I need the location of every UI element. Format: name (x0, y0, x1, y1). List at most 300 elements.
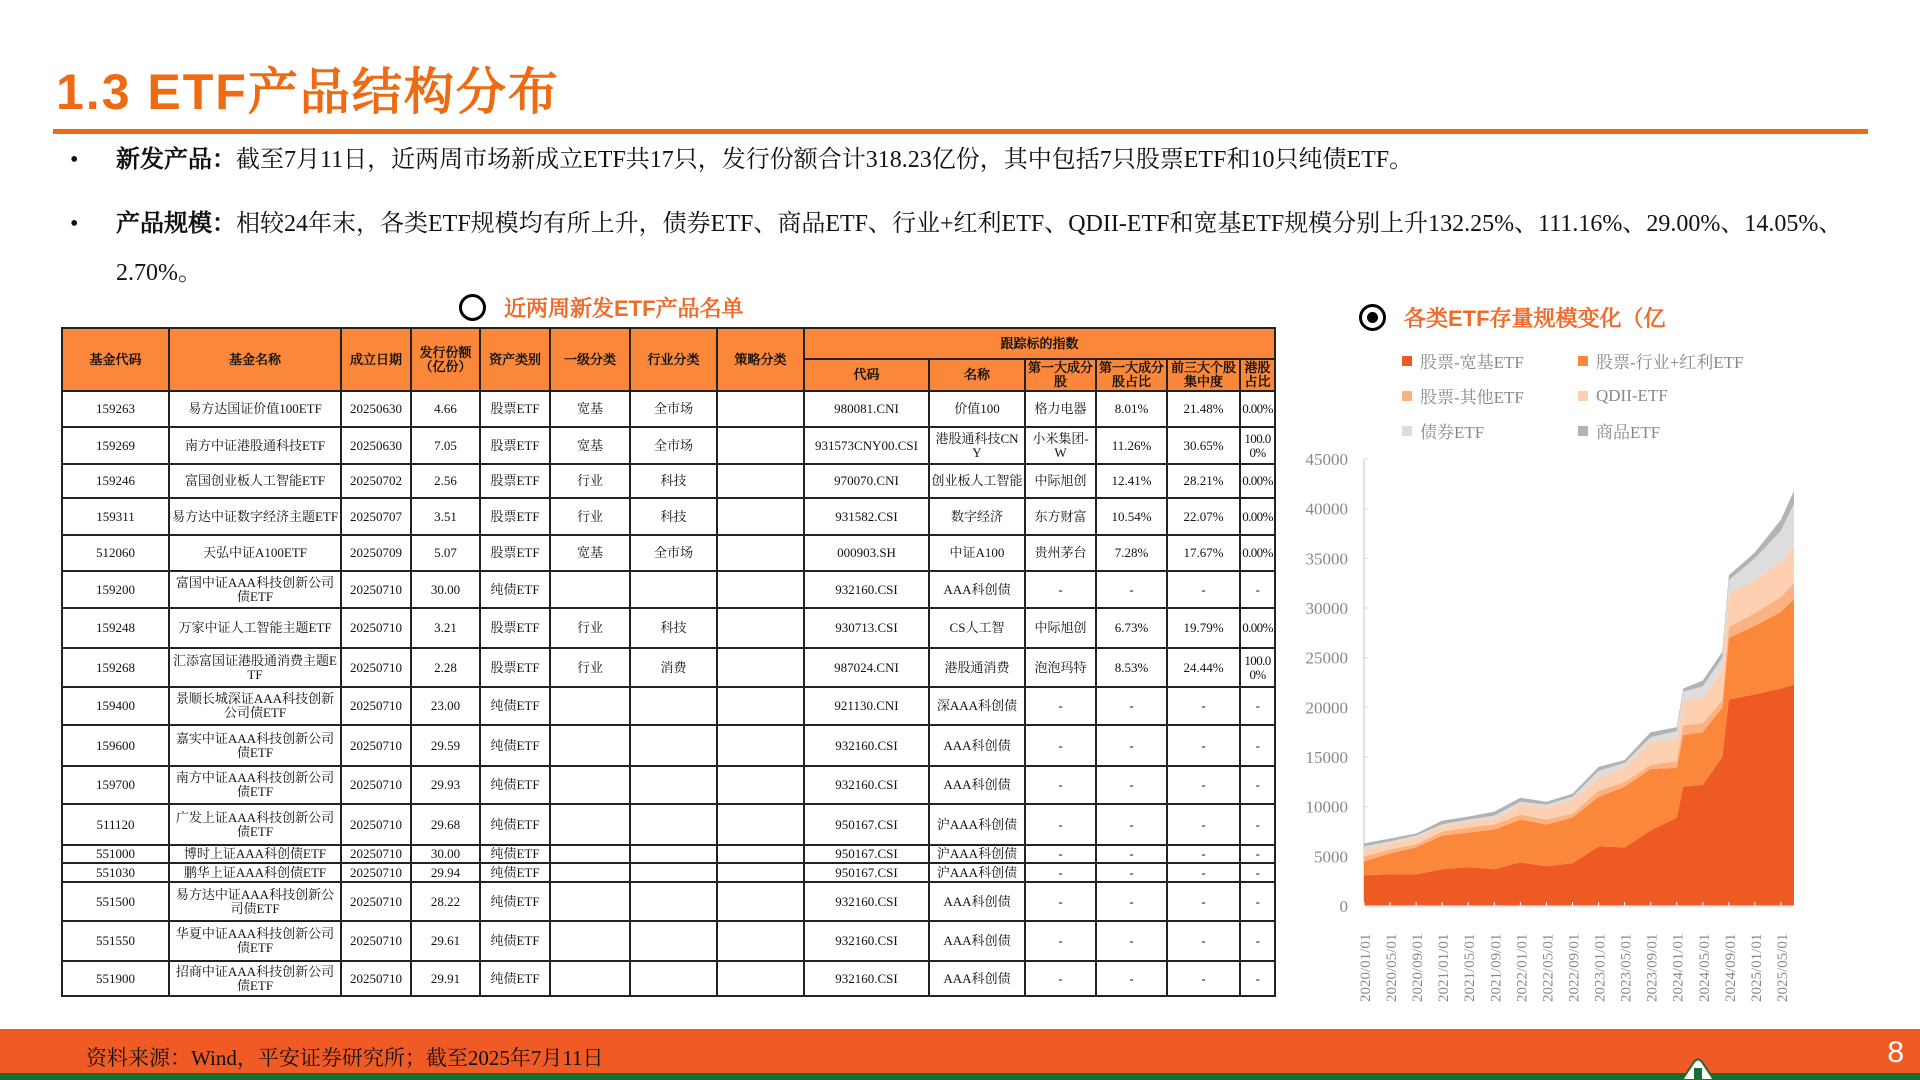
cell-top3: 21.48% (1167, 391, 1240, 427)
header-date: 成立日期 (341, 328, 411, 391)
y-tick-label: 0 (1339, 897, 1348, 916)
cell-shares: 29.91 (411, 961, 480, 996)
cell-shares: 29.59 (411, 725, 480, 766)
cell-level1: 宽基 (550, 535, 630, 571)
x-tick-label: 2024/01/01 (1670, 933, 1687, 1002)
cell-asset: 纯债ETF (480, 921, 550, 961)
table-row (62, 921, 1275, 961)
y-tick-label: 25000 (1305, 648, 1348, 668)
legend-swatch-icon (1578, 356, 1588, 366)
cell-index-code: 950167.CSI (804, 804, 929, 845)
cell-top3: 24.44% (1167, 648, 1240, 687)
cell-shares: 29.94 (411, 863, 480, 882)
cell-level1 (550, 961, 630, 996)
cell-index-code: 932160.CSI (804, 725, 929, 766)
table-row (62, 687, 1275, 725)
cell-strategy (717, 863, 804, 882)
cell-top3: 30.65% (1167, 427, 1240, 464)
cell-shares: 29.93 (411, 766, 480, 804)
cell-top3: 17.67% (1167, 535, 1240, 571)
cell-asset: 股票ETF (480, 648, 550, 687)
cell-index-code: 932160.CSI (804, 571, 929, 608)
legend-label: 股票-行业+红利ETF (1596, 353, 1744, 372)
cell-industry (630, 845, 717, 863)
chart-legend (1402, 348, 1802, 443)
cell-asset: 纯债ETF (480, 687, 550, 725)
cell-hk: 0.00% (1240, 391, 1275, 427)
table-row (62, 464, 1275, 498)
cell-industry: 科技 (630, 464, 717, 498)
bullet-dot-icon: • (70, 211, 79, 237)
bullet-new-products (116, 136, 1856, 185)
cell-shares: 29.68 (411, 804, 480, 845)
cell-asset: 纯债ETF (480, 863, 550, 882)
cell-level1 (550, 725, 630, 766)
header-index-name: 名称 (929, 359, 1025, 391)
cell-code: 551000 (62, 845, 169, 863)
cell-hk: 0.00% (1240, 498, 1275, 535)
header-top3: 前三大个股集中度 (1167, 359, 1240, 391)
header-code: 基金代码 (62, 328, 169, 391)
cell-top3: - (1167, 725, 1240, 766)
legend-label: 股票-宽基ETF (1420, 353, 1524, 372)
cell-top3: 22.07% (1167, 498, 1240, 535)
cell-strategy (717, 464, 804, 498)
x-tick-label: 2020/05/01 (1384, 933, 1401, 1002)
chart-section-title: 各类ETF存量规模变化（亿 (1404, 306, 1666, 331)
cell-name: 嘉实中证AAA科技创新公司债ETF (169, 725, 341, 766)
cell-code: 512060 (62, 535, 169, 571)
new-etf-table (61, 327, 1276, 997)
x-tick-label: 2023/09/01 (1644, 933, 1661, 1002)
cell-code: 159268 (62, 648, 169, 687)
cell-index-name: 沪AAA科创债 (929, 845, 1025, 863)
cell-top1: 中际旭创 (1025, 464, 1096, 498)
cell-top3: - (1167, 882, 1240, 921)
cell-top1-pct: - (1096, 687, 1167, 725)
cell-top3: - (1167, 863, 1240, 882)
cell-date: 20250630 (341, 391, 411, 427)
table-row (62, 391, 1275, 427)
cell-date: 20250707 (341, 498, 411, 535)
cell-top1: - (1025, 863, 1096, 882)
cell-name: 鹏华上证AAA科创债ETF (169, 863, 341, 882)
cell-shares: 29.61 (411, 921, 480, 961)
cell-date: 20250710 (341, 882, 411, 921)
cell-hk: - (1240, 725, 1275, 766)
cell-code: 551030 (62, 863, 169, 882)
cell-top1: - (1025, 687, 1096, 725)
cell-asset: 股票ETF (480, 427, 550, 464)
cell-index-name: 创业板人工智能 (929, 464, 1025, 498)
bullet-text: 截至7月11日，近两周市场新成立ETF共17只，发行份额合计318.23亿份，其中包括7只股票ETF和10只纯债ETF。 (236, 147, 1414, 173)
cell-index-code: 932160.CSI (804, 961, 929, 996)
cell-shares: 28.22 (411, 882, 480, 921)
header-strategy: 策略分类 (717, 328, 804, 391)
cell-shares: 3.51 (411, 498, 480, 535)
cell-top1: 格力电器 (1025, 391, 1096, 427)
cell-index-code: 932160.CSI (804, 921, 929, 961)
cell-industry (630, 571, 717, 608)
cell-top1: - (1025, 725, 1096, 766)
cell-date: 20250710 (341, 804, 411, 845)
cell-date: 20250710 (341, 608, 411, 648)
cell-top1-pct: 6.73% (1096, 608, 1167, 648)
cell-strategy (717, 427, 804, 464)
cell-code: 159248 (62, 608, 169, 648)
cell-top1-pct: - (1096, 863, 1167, 882)
cell-hk: 0.00% (1240, 608, 1275, 648)
cell-level1 (550, 863, 630, 882)
cell-top1-pct: - (1096, 766, 1167, 804)
cell-index-name: 沪AAA科创债 (929, 804, 1025, 845)
cell-shares: 7.05 (411, 427, 480, 464)
cell-date: 20250710 (341, 863, 411, 882)
cell-index-name: AAA科创债 (929, 725, 1025, 766)
cell-date: 20250710 (341, 961, 411, 996)
cell-hk: - (1240, 804, 1275, 845)
table-row (62, 571, 1275, 608)
cell-top1-pct: 11.26% (1096, 427, 1167, 464)
circle-icon (459, 294, 486, 321)
x-tick-label: 2022/01/01 (1514, 933, 1531, 1002)
legend-item (1578, 383, 1778, 408)
cell-index-code: 987024.CNI (804, 648, 929, 687)
table-row (62, 766, 1275, 804)
x-tick-label: 2020/01/01 (1358, 933, 1374, 1002)
x-tick-label: 2020/09/01 (1410, 933, 1427, 1002)
x-tick-label: 2025/05/01 (1774, 933, 1791, 1002)
table-row (62, 535, 1275, 571)
cell-asset: 股票ETF (480, 535, 550, 571)
cell-index-name: 港股通消费 (929, 648, 1025, 687)
cell-name: 华夏中证AAA科技创新公司债ETF (169, 921, 341, 961)
table-row (62, 961, 1275, 996)
cell-shares: 30.00 (411, 845, 480, 863)
cell-industry: 消费 (630, 648, 717, 687)
cell-index-code: 931582.CSI (804, 498, 929, 535)
cell-industry: 全市场 (630, 535, 717, 571)
cell-hk: 0.00% (1240, 464, 1275, 498)
cell-industry (630, 961, 717, 996)
cell-index-name: CS人工智 (929, 608, 1025, 648)
cell-top3: 19.79% (1167, 608, 1240, 648)
cell-name: 景顺长城深证AAA科技创新公司债ETF (169, 687, 341, 725)
cell-strategy (717, 648, 804, 687)
y-tick-label: 30000 (1305, 599, 1348, 618)
legend-item (1402, 348, 1578, 373)
header-top1-pct: 第一大成分股占比 (1096, 359, 1167, 391)
legend-label: QDII-ETF (1596, 385, 1668, 405)
cell-strategy (717, 766, 804, 804)
table-row (62, 845, 1275, 863)
cell-level1 (550, 804, 630, 845)
cell-index-code: 950167.CSI (804, 863, 929, 882)
bullet-label: 产品规模： (116, 211, 236, 237)
company-logo-icon (1680, 1058, 1716, 1080)
cell-name: 南方中证AAA科技创新公司债ETF (169, 766, 341, 804)
radio-selected-icon (1359, 304, 1386, 331)
cell-code: 159600 (62, 725, 169, 766)
cell-index-name: 深AAA科创债 (929, 687, 1025, 725)
x-tick-label: 2023/01/01 (1592, 933, 1609, 1002)
cell-top1: 中际旭创 (1025, 608, 1096, 648)
cell-top1: 泡泡玛特 (1025, 648, 1096, 687)
cell-top1-pct: 12.41% (1096, 464, 1167, 498)
cell-asset: 纯债ETF (480, 845, 550, 863)
cell-top1: 贵州茅台 (1025, 535, 1096, 571)
cell-name: 天弘中证A100ETF (169, 535, 341, 571)
cell-hk: - (1240, 845, 1275, 863)
cell-code: 159700 (62, 766, 169, 804)
cell-industry (630, 863, 717, 882)
cell-industry: 全市场 (630, 391, 717, 427)
cell-hk: 100.00% (1240, 427, 1275, 464)
cell-date: 20250710 (341, 921, 411, 961)
cell-level1 (550, 571, 630, 608)
x-tick-label: 2021/05/01 (1462, 933, 1479, 1002)
x-tick-label: 2023/05/01 (1618, 933, 1635, 1002)
cell-code: 159311 (62, 498, 169, 535)
table-section-title: 近两周新发ETF产品名单 (504, 296, 744, 321)
cell-name: 易方达国证价值100ETF (169, 391, 341, 427)
x-tick-label: 2025/01/01 (1748, 933, 1765, 1002)
cell-top1: - (1025, 845, 1096, 863)
y-tick-label: 15000 (1305, 748, 1348, 767)
cell-asset: 纯债ETF (480, 882, 550, 921)
table-row (62, 498, 1275, 535)
legend-swatch-icon (1578, 426, 1588, 436)
cell-code: 159269 (62, 427, 169, 464)
cell-top1: - (1025, 766, 1096, 804)
table-row (62, 427, 1275, 464)
cell-level1 (550, 845, 630, 863)
cell-top1-pct: 8.53% (1096, 648, 1167, 687)
cell-index-code: 932160.CSI (804, 766, 929, 804)
cell-top1-pct: - (1096, 845, 1167, 863)
table-row (62, 608, 1275, 648)
cell-name: 富国中证AAA科技创新公司债ETF (169, 571, 341, 608)
source-note: 资料来源：Wind，平安证券研究所；截至2025年7月11日 (86, 1046, 604, 1070)
bullet-label: 新发产品： (116, 147, 236, 173)
table-row (62, 725, 1275, 766)
x-tick-label: 2024/05/01 (1696, 933, 1713, 1002)
cell-name: 招商中证AAA科技创新公司债ETF (169, 961, 341, 996)
x-tick-label: 2021/09/01 (1488, 933, 1505, 1002)
cell-date: 20250709 (341, 535, 411, 571)
cell-index-code: 950167.CSI (804, 845, 929, 863)
cell-shares: 30.00 (411, 571, 480, 608)
header-index-group: 跟踪标的指数 (804, 328, 1275, 359)
cell-strategy (717, 845, 804, 863)
cell-shares: 2.28 (411, 648, 480, 687)
cell-asset: 股票ETF (480, 464, 550, 498)
cell-top1-pct: - (1096, 725, 1167, 766)
cell-asset: 股票ETF (480, 498, 550, 535)
table-row (62, 804, 1275, 845)
cell-industry: 科技 (630, 498, 717, 535)
cell-top1-pct: - (1096, 804, 1167, 845)
cell-level1: 行业 (550, 608, 630, 648)
cell-level1 (550, 766, 630, 804)
cell-asset: 纯债ETF (480, 725, 550, 766)
cell-code: 159263 (62, 391, 169, 427)
cell-strategy (717, 961, 804, 996)
header-shares: 发行份额（亿份） (411, 328, 480, 391)
cell-level1: 行业 (550, 648, 630, 687)
header-industry: 行业分类 (630, 328, 717, 391)
cell-hk: 100.00% (1240, 648, 1275, 687)
legend-label: 股票-其他ETF (1420, 388, 1524, 407)
cell-code: 551500 (62, 882, 169, 921)
y-tick-label: 10000 (1305, 797, 1348, 817)
y-tick-label: 35000 (1305, 549, 1348, 569)
table-row (62, 882, 1275, 921)
cell-strategy (717, 687, 804, 725)
cell-top1: - (1025, 804, 1096, 845)
cell-top1-pct: 10.54% (1096, 498, 1167, 535)
header-name: 基金名称 (169, 328, 341, 391)
cell-top1-pct: - (1096, 882, 1167, 921)
header-top1: 第一大成分股 (1025, 359, 1096, 391)
y-tick-label: 40000 (1305, 499, 1348, 519)
cell-level1 (550, 882, 630, 921)
cell-name: 易方达中证AAA科技创新公司债ETF (169, 882, 341, 921)
cell-index-code: 000903.SH (804, 535, 929, 571)
legend-label: 债券ETF (1420, 423, 1485, 442)
cell-name: 汇添富国证港股通消费主题ETF (169, 648, 341, 687)
cell-date: 20250702 (341, 464, 411, 498)
cell-top1: - (1025, 961, 1096, 996)
cell-index-name: AAA科创债 (929, 921, 1025, 961)
cell-level1: 行业 (550, 464, 630, 498)
cell-hk: - (1240, 863, 1275, 882)
cell-name: 南方中证港股通科技ETF (169, 427, 341, 464)
x-tick-label: 2021/01/01 (1436, 933, 1453, 1002)
cell-top1: 小米集团-W (1025, 427, 1096, 464)
chart-section-header (1359, 302, 1666, 333)
cell-industry (630, 882, 717, 921)
cell-top1-pct: - (1096, 571, 1167, 608)
cell-top3: - (1167, 766, 1240, 804)
cell-date: 20250710 (341, 687, 411, 725)
cell-name: 富国创业板人工智能ETF (169, 464, 341, 498)
cell-industry: 全市场 (630, 427, 717, 464)
cell-hk: - (1240, 571, 1275, 608)
cell-asset: 纯债ETF (480, 804, 550, 845)
table-section-header (459, 292, 744, 323)
legend-item (1578, 348, 1778, 373)
header-level1: 一级分类 (550, 328, 630, 391)
cell-strategy (717, 608, 804, 648)
cell-hk: - (1240, 921, 1275, 961)
y-tick-label: 20000 (1305, 698, 1348, 718)
cell-code: 551550 (62, 921, 169, 961)
cell-shares: 4.66 (411, 391, 480, 427)
cell-level1: 宽基 (550, 427, 630, 464)
cell-hk: - (1240, 766, 1275, 804)
legend-swatch-icon (1578, 391, 1588, 401)
legend-swatch-icon (1402, 356, 1412, 366)
cell-code: 159246 (62, 464, 169, 498)
legend-item (1402, 383, 1578, 408)
table-row (62, 648, 1275, 687)
cell-index-code: 930713.CSI (804, 608, 929, 648)
cell-top1-pct: - (1096, 961, 1167, 996)
cell-shares: 3.21 (411, 608, 480, 648)
x-tick-label: 2024/09/01 (1722, 933, 1739, 1002)
cell-date: 20250710 (341, 648, 411, 687)
legend-swatch-icon (1402, 426, 1412, 436)
cell-date: 20250710 (341, 766, 411, 804)
cell-industry: 科技 (630, 608, 717, 648)
cell-strategy (717, 391, 804, 427)
cell-date: 20250710 (341, 571, 411, 608)
cell-code: 511120 (62, 804, 169, 845)
cell-top1-pct: 7.28% (1096, 535, 1167, 571)
cell-top3: - (1167, 921, 1240, 961)
y-tick-label: 45000 (1305, 450, 1348, 469)
cell-strategy (717, 882, 804, 921)
legend-swatch-icon (1402, 391, 1412, 401)
cell-index-name: AAA科创债 (929, 766, 1025, 804)
cell-index-name: 沪AAA科创债 (929, 863, 1025, 882)
cell-hk: - (1240, 687, 1275, 725)
cell-index-code: 932160.CSI (804, 882, 929, 921)
cell-index-name: 港股通科技CNY (929, 427, 1025, 464)
cell-top1: - (1025, 571, 1096, 608)
cell-strategy (717, 921, 804, 961)
y-tick-label: 5000 (1314, 847, 1348, 867)
x-tick-label: 2022/05/01 (1540, 933, 1557, 1002)
cell-index-name: 数字经济 (929, 498, 1025, 535)
cell-code: 159200 (62, 571, 169, 608)
header-index-code: 代码 (804, 359, 929, 391)
cell-strategy (717, 571, 804, 608)
cell-level1: 行业 (550, 498, 630, 535)
cell-industry (630, 804, 717, 845)
footer-line (0, 1073, 1920, 1080)
bullet-product-scale (116, 200, 1856, 298)
cell-name: 广发上证AAA科技创新公司债ETF (169, 804, 341, 845)
cell-top3: - (1167, 687, 1240, 725)
cell-index-name: 价值100 (929, 391, 1025, 427)
cell-industry (630, 921, 717, 961)
cell-industry (630, 766, 717, 804)
cell-name: 博时上证AAA科创债ETF (169, 845, 341, 863)
cell-shares: 23.00 (411, 687, 480, 725)
cell-index-name: AAA科创债 (929, 882, 1025, 921)
header-asset: 资产类别 (480, 328, 550, 391)
cell-top3: 28.21% (1167, 464, 1240, 498)
cell-top1-pct: - (1096, 921, 1167, 961)
cell-index-code: 921130.CNI (804, 687, 929, 725)
cell-top1-pct: 8.01% (1096, 391, 1167, 427)
cell-asset: 股票ETF (480, 608, 550, 648)
page-number: 8 (1887, 1036, 1904, 1069)
cell-top1: - (1025, 882, 1096, 921)
cell-index-code: 970070.CNI (804, 464, 929, 498)
cell-name: 万家中证人工智能主题ETF (169, 608, 341, 648)
cell-date: 20250710 (341, 725, 411, 766)
page-title: 1.3 ETF产品结构分布 (56, 64, 560, 120)
cell-asset: 股票ETF (480, 391, 550, 427)
cell-hk: - (1240, 961, 1275, 996)
cell-top1: - (1025, 921, 1096, 961)
cell-name: 易方达中证数字经济主题ETF (169, 498, 341, 535)
cell-hk: - (1240, 882, 1275, 921)
cell-hk: 0.00% (1240, 535, 1275, 571)
